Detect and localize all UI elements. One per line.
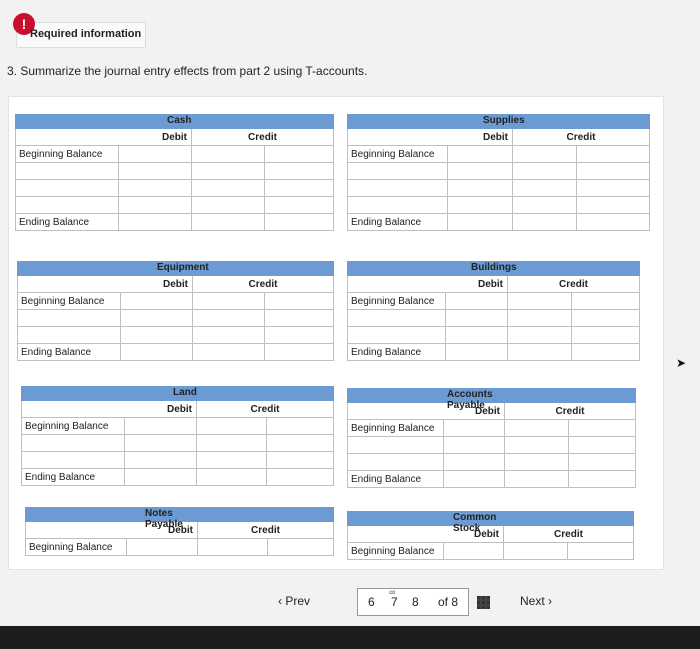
amount-input[interactable]	[577, 214, 650, 231]
beginning-balance-label: Beginning Balance	[26, 539, 127, 556]
amount-input[interactable]	[572, 327, 640, 344]
credit-header: Credit	[193, 276, 334, 293]
debit-header: Debit	[16, 129, 192, 146]
amount-input[interactable]	[577, 197, 650, 214]
pagination-bar	[0, 588, 700, 624]
amount-input[interactable]	[448, 197, 513, 214]
grid-view-icon[interactable]	[477, 596, 490, 609]
credit-header: Credit	[198, 522, 334, 539]
amount-input[interactable]	[448, 214, 513, 231]
amount-input[interactable]	[198, 539, 268, 556]
ending-balance-label: Ending Balance	[348, 344, 446, 361]
amount-input[interactable]	[505, 420, 569, 437]
prev-label: Prev	[285, 594, 311, 608]
amount-input[interactable]	[446, 344, 508, 361]
amount-input[interactable]	[192, 197, 265, 214]
amount-input[interactable]	[505, 471, 569, 488]
beginning-balance-label: Beginning Balance	[348, 543, 444, 560]
amount-input[interactable]	[125, 469, 197, 486]
amount-input[interactable]	[444, 437, 505, 454]
amount-input[interactable]	[193, 344, 265, 361]
amount-input[interactable]	[513, 180, 577, 197]
credit-header: Credit	[192, 129, 334, 146]
amount-input[interactable]	[193, 310, 265, 327]
beginning-balance-label: Beginning Balance	[22, 418, 125, 435]
debit-header: Debit	[18, 276, 193, 293]
account-title: Buildings	[471, 262, 517, 273]
account-title: Supplies	[483, 115, 525, 126]
account-title: Equipment	[157, 262, 209, 273]
prev-button[interactable]	[278, 588, 330, 614]
amount-input[interactable]	[119, 197, 192, 214]
amount-input[interactable]	[513, 146, 577, 163]
amount-input[interactable]	[265, 163, 334, 180]
amount-input[interactable]	[267, 435, 334, 452]
ending-balance-label: Ending Balance	[18, 344, 121, 361]
amount-input[interactable]	[193, 293, 265, 310]
amount-input[interactable]	[265, 180, 334, 197]
amount-input[interactable]	[572, 344, 640, 361]
entry-input[interactable]	[348, 454, 444, 471]
amount-input[interactable]	[121, 310, 193, 327]
required-information-label: Required information	[30, 28, 142, 40]
credit-header: Credit	[197, 401, 334, 418]
entry-input[interactable]	[22, 435, 125, 452]
amount-input[interactable]	[444, 454, 505, 471]
amount-input[interactable]	[265, 293, 334, 310]
amount-input[interactable]	[513, 197, 577, 214]
amount-input[interactable]	[265, 214, 334, 231]
page-8-link[interactable]: 8	[412, 595, 419, 609]
amount-input[interactable]	[569, 454, 636, 471]
entry-input[interactable]	[348, 327, 446, 344]
amount-input[interactable]	[577, 163, 650, 180]
amount-input[interactable]	[448, 163, 513, 180]
amount-input[interactable]	[121, 344, 193, 361]
amount-input[interactable]	[513, 163, 577, 180]
amount-input[interactable]	[508, 293, 572, 310]
amount-input[interactable]	[448, 180, 513, 197]
ending-balance-label: Ending Balance	[348, 471, 444, 488]
amount-input[interactable]	[568, 543, 634, 560]
beginning-balance-label: Beginning Balance	[18, 293, 121, 310]
amount-input[interactable]	[569, 471, 636, 488]
amount-input[interactable]	[513, 214, 577, 231]
amount-input[interactable]	[121, 293, 193, 310]
amount-input[interactable]	[125, 452, 197, 469]
credit-header: Credit	[513, 129, 650, 146]
amount-input[interactable]	[121, 327, 193, 344]
entry-input[interactable]	[348, 163, 448, 180]
alert-icon: !	[13, 13, 35, 35]
account-title: Cash	[167, 115, 192, 126]
amount-input[interactable]	[193, 327, 265, 344]
entry-input[interactable]	[22, 452, 125, 469]
credit-header: Credit	[504, 526, 634, 543]
amount-input[interactable]	[265, 344, 334, 361]
entry-input[interactable]	[348, 310, 446, 327]
beginning-balance-label: Beginning Balance	[348, 293, 446, 310]
amount-input[interactable]	[192, 180, 265, 197]
amount-input[interactable]	[119, 214, 192, 231]
debit-header: Debit	[348, 276, 508, 293]
page-7-link[interactable]: 7	[391, 595, 398, 609]
amount-input[interactable]	[572, 310, 640, 327]
entry-input[interactable]	[348, 197, 448, 214]
amount-input[interactable]	[265, 327, 334, 344]
entry-input[interactable]	[16, 197, 119, 214]
amount-input[interactable]	[197, 418, 267, 435]
amount-input[interactable]	[192, 146, 265, 163]
amount-input[interactable]	[444, 420, 505, 437]
amount-input[interactable]	[125, 418, 197, 435]
amount-input[interactable]	[197, 452, 267, 469]
next-label: Next	[520, 594, 545, 608]
amount-input[interactable]	[505, 454, 569, 471]
amount-input[interactable]	[265, 310, 334, 327]
page-6-link[interactable]: 6	[368, 595, 375, 609]
amount-input[interactable]	[569, 437, 636, 454]
bottom-bar	[0, 626, 700, 649]
amount-input[interactable]	[446, 310, 508, 327]
amount-input[interactable]	[265, 146, 334, 163]
beginning-balance-label: Beginning Balance	[16, 146, 119, 163]
amount-input[interactable]	[267, 452, 334, 469]
amount-input[interactable]	[504, 543, 568, 560]
amount-input[interactable]	[125, 435, 197, 452]
ending-balance-label: Ending Balance	[348, 214, 448, 231]
amount-input[interactable]	[508, 310, 572, 327]
entry-input[interactable]	[18, 327, 121, 344]
amount-input[interactable]	[508, 344, 572, 361]
amount-input[interactable]	[265, 197, 334, 214]
amount-input[interactable]	[192, 214, 265, 231]
amount-input[interactable]	[505, 437, 569, 454]
amount-input[interactable]	[508, 327, 572, 344]
beginning-balance-label: Beginning Balance	[348, 146, 448, 163]
question-text: 3. Summarize the journal entry effects from part 2 using T-accounts.	[7, 64, 368, 78]
entry-input[interactable]	[18, 310, 121, 327]
chevron-right-icon: ›	[548, 594, 553, 608]
entry-input[interactable]	[348, 180, 448, 197]
entry-input[interactable]	[16, 180, 119, 197]
page-selector	[357, 588, 469, 616]
debit-header: Debit	[22, 401, 197, 418]
beginning-balance-label: Beginning Balance	[348, 420, 444, 437]
amount-input[interactable]	[197, 469, 267, 486]
amount-input[interactable]	[446, 327, 508, 344]
ending-balance-label: Ending Balance	[16, 214, 119, 231]
account-title: Notes Payable	[145, 508, 183, 530]
page-count: of 8	[438, 595, 459, 609]
amount-input[interactable]	[444, 471, 505, 488]
debit-header: Debit	[26, 522, 198, 539]
debit-header: Debit	[348, 403, 505, 420]
amount-input[interactable]	[119, 180, 192, 197]
entry-input[interactable]	[348, 437, 444, 454]
amount-input[interactable]	[192, 163, 265, 180]
amount-input[interactable]	[119, 146, 192, 163]
next-button[interactable]	[520, 588, 572, 614]
amount-input[interactable]	[448, 146, 513, 163]
account-title: Common Stock	[453, 512, 497, 534]
amount-input[interactable]	[444, 543, 504, 560]
debit-header: Debit	[348, 129, 513, 146]
account-title: Land	[173, 387, 197, 398]
amount-input[interactable]	[577, 180, 650, 197]
amount-input[interactable]	[446, 293, 508, 310]
amount-input[interactable]	[197, 435, 267, 452]
chevron-left-icon: ‹	[278, 594, 282, 608]
amount-input[interactable]	[569, 420, 636, 437]
credit-header: Credit	[508, 276, 640, 293]
account-title: Accounts Payable	[447, 389, 493, 411]
amount-input[interactable]	[267, 469, 334, 486]
amount-input[interactable]	[127, 539, 198, 556]
amount-input[interactable]	[572, 293, 640, 310]
ending-balance-label: Ending Balance	[22, 469, 125, 486]
t-accounts-panel	[8, 96, 664, 570]
amount-input[interactable]	[268, 539, 334, 556]
amount-input[interactable]	[577, 146, 650, 163]
mouse-cursor-icon: ➤	[676, 356, 687, 370]
debit-header: Debit	[348, 526, 504, 543]
amount-input[interactable]	[267, 418, 334, 435]
amount-input[interactable]	[119, 163, 192, 180]
entry-input[interactable]	[16, 163, 119, 180]
required-information-button[interactable]	[16, 16, 146, 48]
credit-header: Credit	[505, 403, 636, 420]
link-icon: ∞	[389, 587, 396, 597]
